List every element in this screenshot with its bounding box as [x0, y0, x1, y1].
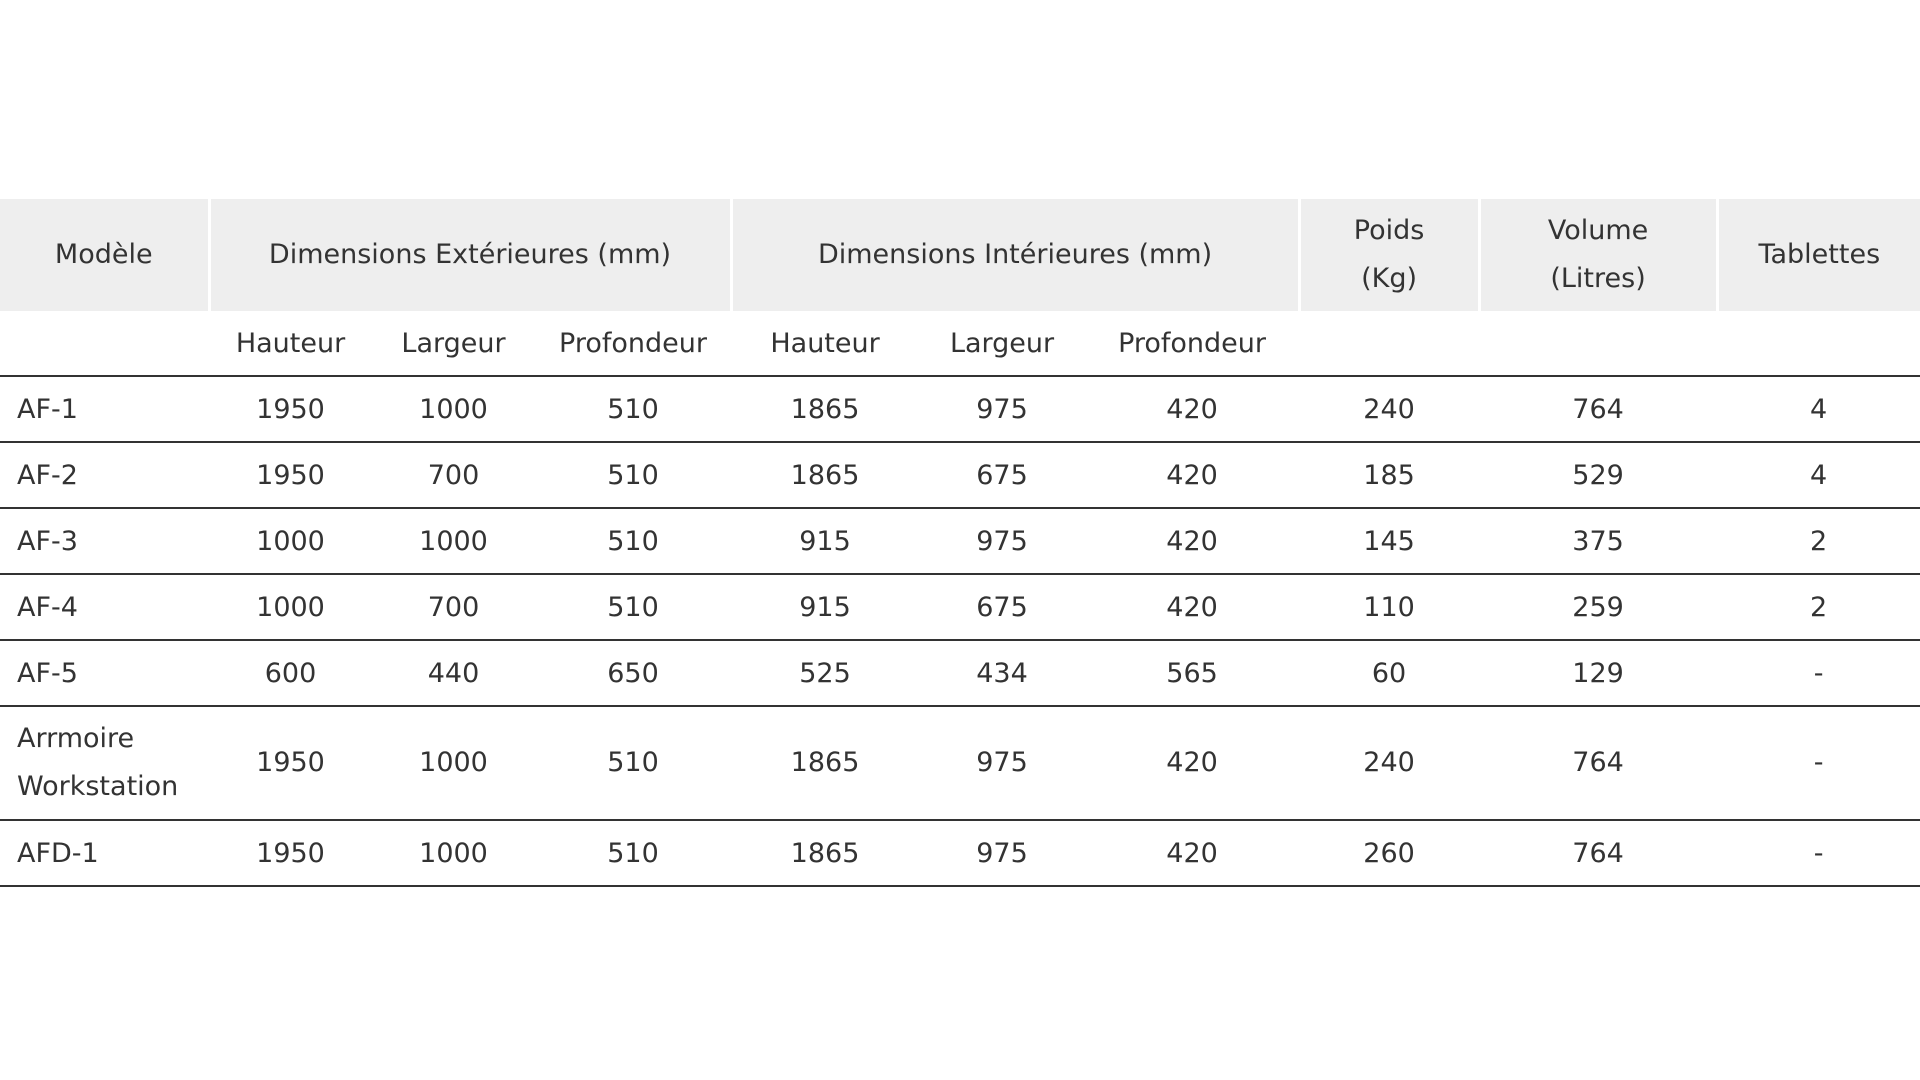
- cell-int-width: 975: [919, 508, 1085, 574]
- header-weight-line1: Poids: [1353, 215, 1425, 246]
- cell-ext-height: 1000: [209, 508, 372, 574]
- cell-ext-depth: 510: [535, 820, 731, 886]
- cell-ext-depth: 510: [535, 442, 731, 508]
- subheader-empty: [1479, 311, 1717, 376]
- cell-model: AF-1: [0, 376, 209, 442]
- cell-ext-width: 1000: [372, 820, 535, 886]
- table-row: [0, 574, 1920, 640]
- cell-ext-depth: 510: [535, 574, 731, 640]
- cell-ext-width: 700: [372, 574, 535, 640]
- subheader-ext-width: Largeur: [372, 311, 535, 376]
- cell-int-height: 1865: [731, 376, 919, 442]
- cell-int-depth: 420: [1085, 508, 1299, 574]
- cell-model-line2: Workstation: [17, 771, 179, 802]
- cell-int-depth: 420: [1085, 442, 1299, 508]
- cell-ext-depth: 650: [535, 640, 731, 706]
- subheader-int-width: Largeur: [919, 311, 1085, 376]
- spec-table: [0, 199, 1920, 887]
- subheader-int-depth: Profondeur: [1085, 311, 1299, 376]
- header-weight: [1299, 199, 1479, 311]
- cell-volume: 529: [1479, 442, 1717, 508]
- cell-int-depth: 565: [1085, 640, 1299, 706]
- cell-shelves: -: [1717, 820, 1920, 886]
- subheader-row: [0, 311, 1920, 376]
- cell-model: AF-2: [0, 442, 209, 508]
- cell-ext-depth: 510: [535, 508, 731, 574]
- cell-shelves: 2: [1717, 574, 1920, 640]
- subheader-ext-height: Hauteur: [209, 311, 372, 376]
- cell-ext-height: 1000: [209, 574, 372, 640]
- cell-weight: 240: [1299, 706, 1479, 820]
- cell-ext-height: 1950: [209, 706, 372, 820]
- subheader-int-height: Hauteur: [731, 311, 919, 376]
- header-volume-line1: Volume: [1547, 215, 1649, 246]
- cell-int-width: 975: [919, 376, 1085, 442]
- cell-model: [0, 706, 209, 820]
- cell-ext-width: 700: [372, 442, 535, 508]
- cell-weight: 145: [1299, 508, 1479, 574]
- cell-volume: 129: [1479, 640, 1717, 706]
- cell-volume: 259: [1479, 574, 1717, 640]
- cell-int-width: 975: [919, 820, 1085, 886]
- cell-int-width: 434: [919, 640, 1085, 706]
- cell-volume: 764: [1479, 820, 1717, 886]
- cell-weight: 260: [1299, 820, 1479, 886]
- cell-shelves: 4: [1717, 442, 1920, 508]
- header-shelves: Tablettes: [1717, 199, 1920, 311]
- cell-volume: 764: [1479, 706, 1717, 820]
- subheader-empty: [1299, 311, 1479, 376]
- cell-ext-height: 600: [209, 640, 372, 706]
- cell-shelves: -: [1717, 706, 1920, 820]
- subheader-empty: [1717, 311, 1920, 376]
- cell-ext-width: 1000: [372, 706, 535, 820]
- spec-table-container: [0, 199, 1920, 887]
- cell-int-height: 1865: [731, 706, 919, 820]
- cell-weight: 60: [1299, 640, 1479, 706]
- cell-weight: 240: [1299, 376, 1479, 442]
- subheader-ext-depth: Profondeur: [535, 311, 731, 376]
- cell-int-height: 525: [731, 640, 919, 706]
- cell-int-depth: 420: [1085, 706, 1299, 820]
- cell-int-depth: 420: [1085, 376, 1299, 442]
- header-volume: [1479, 199, 1717, 311]
- cell-shelves: 4: [1717, 376, 1920, 442]
- cell-int-height: 1865: [731, 442, 919, 508]
- cell-volume: 375: [1479, 508, 1717, 574]
- table-row: [0, 706, 1920, 820]
- subheader-empty: [0, 311, 209, 376]
- cell-int-height: 915: [731, 574, 919, 640]
- header-interior-dimensions: Dimensions Intérieures (mm): [731, 199, 1299, 311]
- cell-int-depth: 420: [1085, 820, 1299, 886]
- cell-ext-width: 1000: [372, 376, 535, 442]
- table-body: [0, 376, 1920, 886]
- cell-int-width: 675: [919, 442, 1085, 508]
- cell-volume: 764: [1479, 376, 1717, 442]
- header-row: [0, 199, 1920, 311]
- cell-ext-width: 440: [372, 640, 535, 706]
- header-model: Modèle: [0, 199, 209, 311]
- cell-ext-width: 1000: [372, 508, 535, 574]
- cell-int-height: 1865: [731, 820, 919, 886]
- header-weight-line2: (Kg): [1361, 263, 1418, 294]
- cell-model: AF-3: [0, 508, 209, 574]
- table-row: [0, 820, 1920, 886]
- cell-weight: 110: [1299, 574, 1479, 640]
- cell-model: AF-4: [0, 574, 209, 640]
- header-exterior-dimensions: Dimensions Extérieures (mm): [209, 199, 731, 311]
- cell-shelves: -: [1717, 640, 1920, 706]
- cell-int-width: 975: [919, 706, 1085, 820]
- header-volume-line2: (Litres): [1550, 263, 1646, 294]
- cell-shelves: 2: [1717, 508, 1920, 574]
- cell-ext-depth: 510: [535, 706, 731, 820]
- table-row: [0, 442, 1920, 508]
- cell-int-depth: 420: [1085, 574, 1299, 640]
- cell-ext-height: 1950: [209, 442, 372, 508]
- cell-int-width: 675: [919, 574, 1085, 640]
- table-row: [0, 640, 1920, 706]
- cell-model-line1: Arrmoire: [17, 723, 135, 754]
- cell-model: AF-5: [0, 640, 209, 706]
- table-row: [0, 508, 1920, 574]
- cell-int-height: 915: [731, 508, 919, 574]
- cell-weight: 185: [1299, 442, 1479, 508]
- cell-ext-depth: 510: [535, 376, 731, 442]
- cell-ext-height: 1950: [209, 376, 372, 442]
- table-row: [0, 376, 1920, 442]
- cell-ext-height: 1950: [209, 820, 372, 886]
- cell-model: AFD-1: [0, 820, 209, 886]
